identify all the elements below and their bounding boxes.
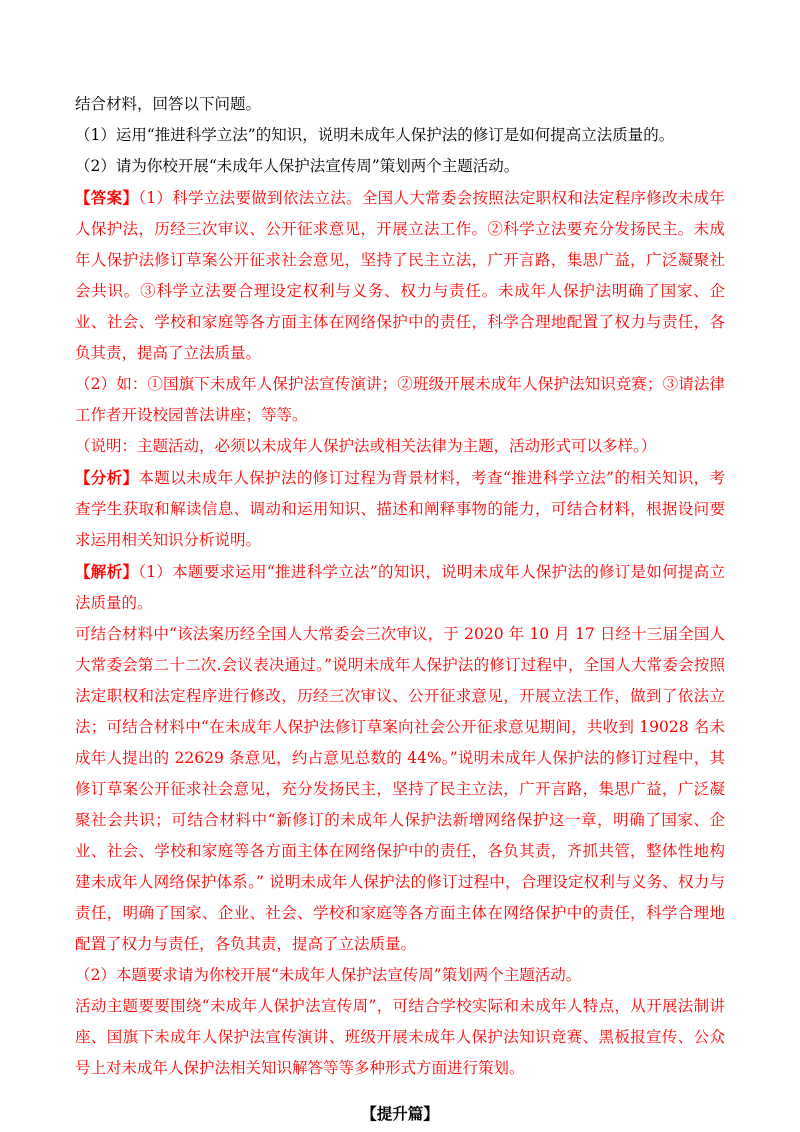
document-body <box>75 89 725 1129</box>
answer-paragraph-1 <box>75 182 725 369</box>
analysis-label: 【分析】 <box>75 468 139 487</box>
section-title: 【提升篇】 <box>361 1104 439 1123</box>
question-1: （1）运用“推进科学立法”的知识，说明未成年人保护法的修订是如何提高立法质量的。 <box>75 126 675 144</box>
explanation-paragraph-1 <box>75 556 725 619</box>
answer-text-1: （1）科学立法要做到依法立法。全国人大常委会按照法定职权和法定程序修改未成年人保护法，历经三次审议、公开征求意见，开展立法工作。②科学立法要充分发扬民主。未成年人保护法修订草案公开征求社会意见，坚持了民主立法，广开言路，集思广益，广泛凝聚社会共识。③科学立法要合理设定权利与义务、权力与责任。未成年人保护法明确了国家、企业、社会、学校和家庭等各方面主体在网络保护中的责任，科学合理地配置了权力与责任，各负其责，提高了立法质量。 <box>75 189 725 362</box>
analysis-text: 本题以未成年人保护法的修订过程为背景材料，考查“推进科学立法”的相关知识，考查学生获取和解读信息、调动和运用知识、描述和阐释事物的能力，可结合材料，根据设问要求运用相关知识分析说明。 <box>75 469 725 549</box>
analysis-paragraph <box>75 462 725 556</box>
explanation-paragraph-3: （2）本题要求请为你校开展“未成年人保护法宣传周”策划两个主题活动。 <box>75 966 582 984</box>
answer-label: 【答案】 <box>75 188 139 207</box>
answer-paragraph-2: （2）如：①国旗下未成年人保护法宣传演讲；②班级开展未成年人保护法知识竞赛；③请法律工作者开设校园普法讲座；等等。 <box>75 375 725 424</box>
answer-note: （说明：主题活动，必须以未成年人保护法或相关法律为主题，活动形式可以多样。） <box>75 437 657 455</box>
explanation-paragraph-2: 可结合材料中“该法案历经全国人大常委会三次审议，于 2020 年 10 月 17 日经十三届全国人大常委会第二十二次.会议表决通过。”说明未成年人保护法的修订过程中，全国人大常委会按照法定职权和法定程序进行修改，历经三次审议、公开征求意见，开展立法工作，做到了依法立法；可结合材料中“在未成年人保护法修订草案向社会公开征求意见期间，共收到 19028 名未成年人提出的 22629 条意见，约占意见总数的 44%。”说明未成年人保护法的修订过程中，其修订草案公开征求社会意见，充分发扬民主，坚持了民主立法，广开言路，集思广益，广泛凝聚社会共识；可结合材料中“新修订的未成年人保护法新增网络保护这一章，明确了国家、企业、社会、学校和家庭等各方面主体在网络保护中的责任，各负其责，齐抓共管，整体性地构建未成年人网络保护体系。” 说明未成年人保护法的修订过程中，合理设定权利与义务、权力与责任，明确了国家、企业、社会、学校和家庭等各方面主体在网络保护中的责任，科学合理地配置了权力与责任，各负其责，提高了立法质量。 <box>75 625 725 953</box>
explanation-label: 【解析】 <box>75 562 139 581</box>
explanation-text-1: （1）本题要求运用“推进科学立法”的知识，说明未成年人保护法的修订是如何提高立法质量的。 <box>75 563 725 612</box>
explanation-paragraph-4: 活动主题要要围绕“未成年人保护法宣传周”，可结合学校实际和未成年人特点，从开展法制讲座、国旗下未成年人保护法宣传演讲、班级开展未成年人保护法知识竞赛、黑板报宣传、公众号上对未成年人保护法相关知识解答等等多种形式方面进行策划。 <box>75 997 725 1077</box>
question-2: （2）请为你校开展“未成年人保护法宣传周”策划两个主题活动。 <box>75 157 520 175</box>
intro-text: 结合材料，回答以下问题。 <box>75 95 262 113</box>
